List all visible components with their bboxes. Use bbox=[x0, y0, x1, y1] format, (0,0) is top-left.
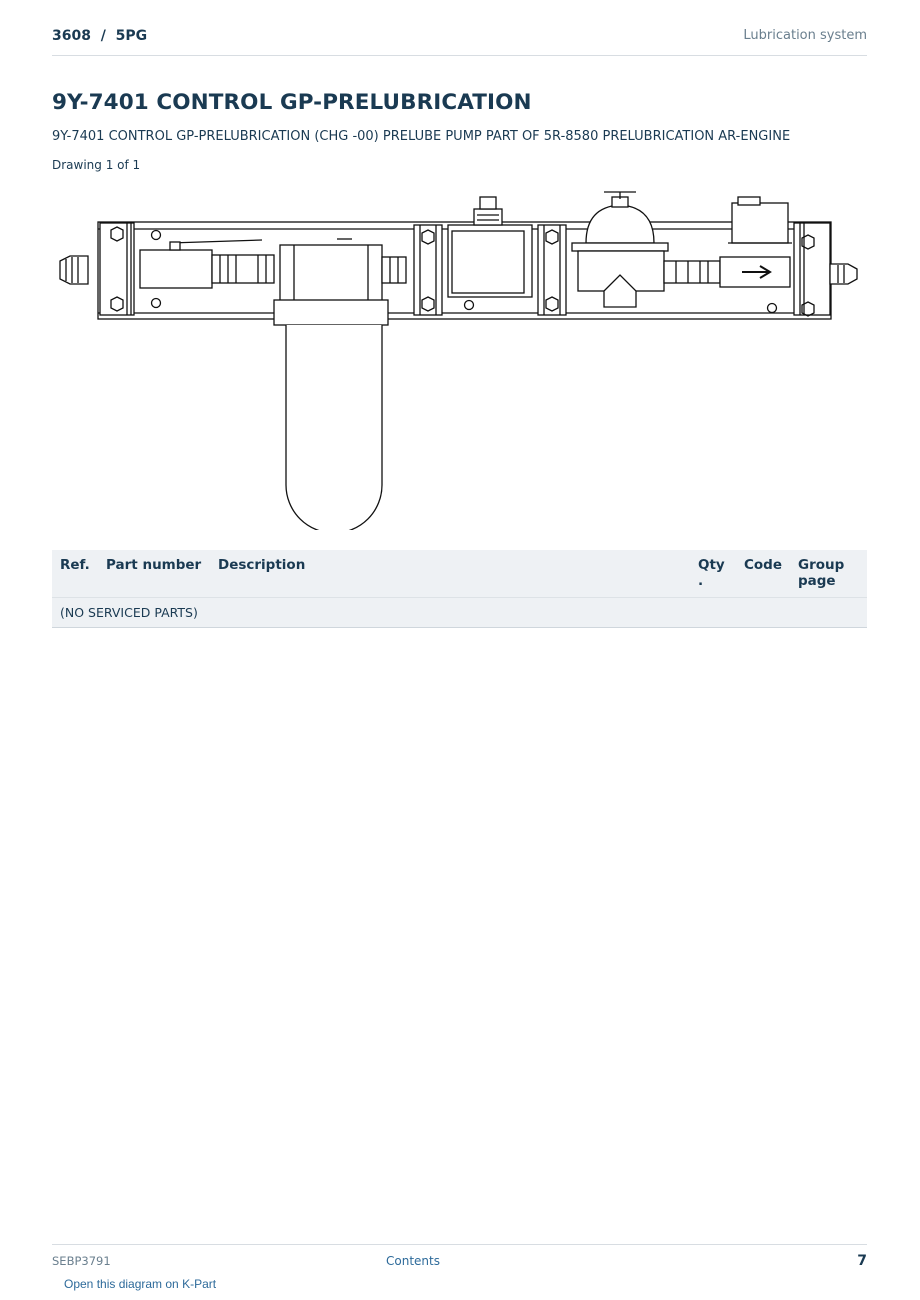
table-header-row bbox=[52, 550, 867, 598]
column-group-page: Group page bbox=[790, 550, 867, 598]
column-part-number: Part number bbox=[98, 550, 210, 598]
no-serviced-parts: (NO SERVICED PARTS) bbox=[52, 598, 867, 628]
page-footer bbox=[52, 1244, 867, 1275]
drawing-count: Drawing 1 of 1 bbox=[52, 158, 141, 172]
model-label: 3608 / 5PG bbox=[52, 28, 148, 44]
column-ref: Ref. bbox=[52, 550, 98, 598]
table-row bbox=[52, 598, 867, 628]
column-description: Description bbox=[210, 550, 690, 598]
prelubrication-control-diagram bbox=[52, 185, 867, 530]
page-number: 7 bbox=[857, 1253, 867, 1269]
column-code: Code bbox=[736, 550, 790, 598]
section-label: Lubrication system bbox=[743, 28, 867, 43]
document-number: SEBP3791 bbox=[52, 1254, 111, 1268]
contents-link[interactable]: Contents bbox=[386, 1254, 440, 1268]
page-subtitle: 9Y-7401 CONTROL GP-PRELUBRICATION (CHG -00) PRELUBE PUMP PART OF 5R-8580 PRELUBRICATION AR-ENGINE bbox=[52, 129, 791, 144]
column-qty: Qty . bbox=[690, 550, 736, 598]
page-header bbox=[52, 28, 867, 56]
kpart-link[interactable]: Open this diagram on K-Part bbox=[64, 1277, 217, 1291]
page-title: 9Y-7401 CONTROL GP-PRELUBRICATION bbox=[52, 90, 532, 115]
parts-table bbox=[52, 550, 867, 628]
